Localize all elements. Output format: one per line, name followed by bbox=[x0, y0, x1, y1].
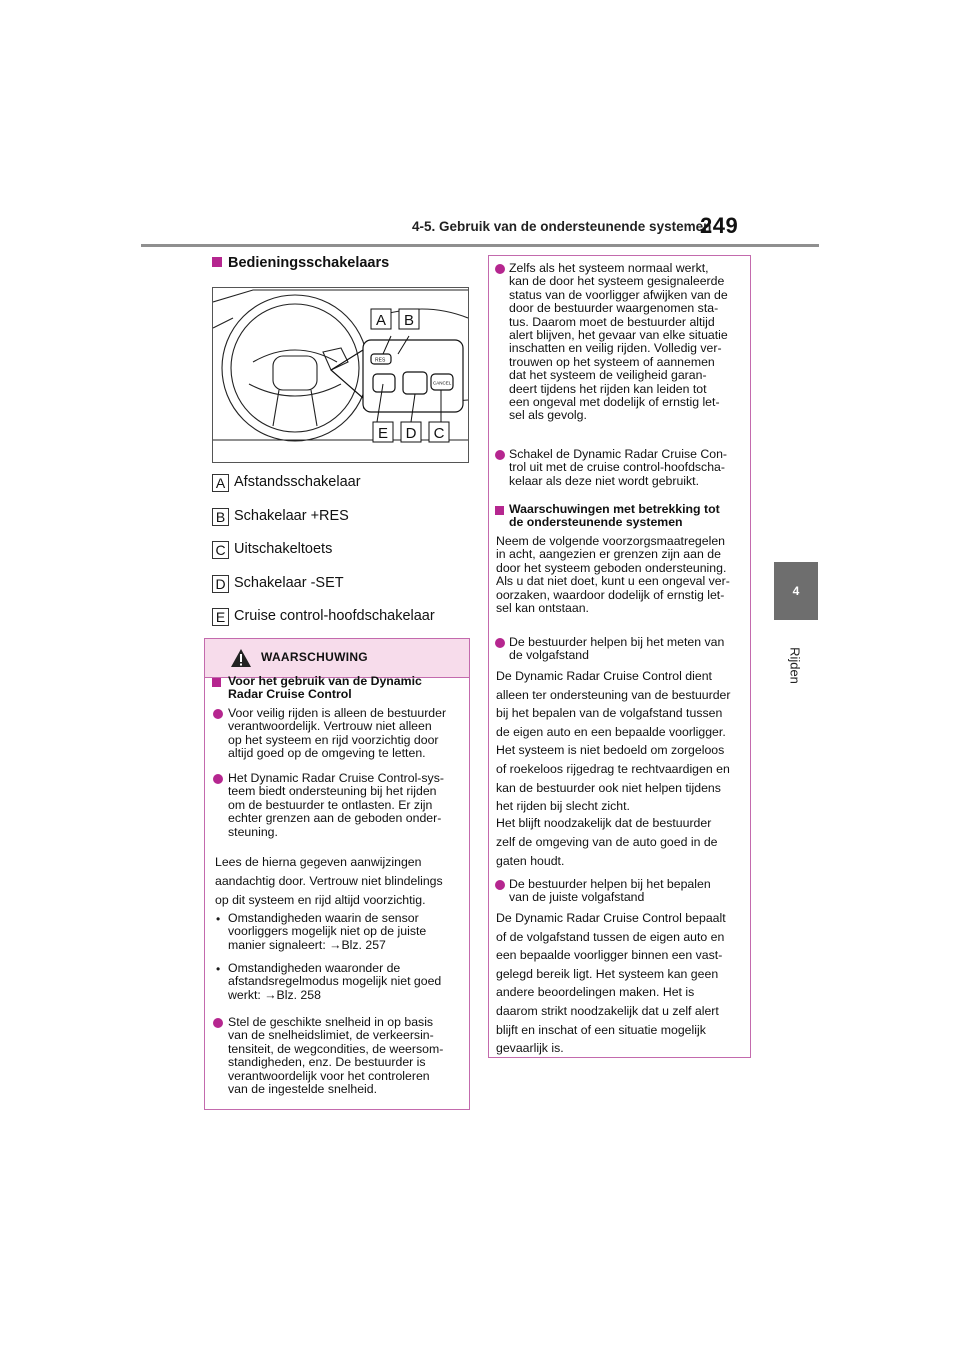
line: bij het bepalen van de volgafstand tussen bbox=[496, 706, 723, 721]
line: het rijden bij slecht zicht. bbox=[496, 799, 630, 814]
line: op dit systeem en rijd altijd voorzichtig. bbox=[215, 893, 426, 907]
legend-key: E bbox=[212, 608, 229, 626]
notes-bullet bbox=[509, 448, 727, 488]
notes-subheading bbox=[509, 503, 720, 530]
line: verantwoordelijk voor het controleren bbox=[228, 1068, 430, 1083]
switch-res-label: RES bbox=[375, 357, 386, 364]
line: gaten houdt. bbox=[496, 854, 565, 868]
bullet-icon bbox=[495, 638, 505, 648]
legend-text: Schakelaar -SET bbox=[234, 575, 344, 591]
notes-bullet bbox=[509, 262, 728, 423]
bullet-icon bbox=[495, 264, 505, 274]
legend-item bbox=[212, 474, 361, 492]
line: Waarschuwingen met betrekking tot bbox=[509, 502, 720, 516]
legend-text: Afstandsschakelaar bbox=[234, 474, 361, 490]
line: alleen ter ondersteuning van de bestuurder bbox=[496, 687, 731, 702]
legend-key: A bbox=[212, 474, 229, 492]
line: kan de bestuurder ook niet helpen tijdens bbox=[496, 780, 721, 795]
line: de ondersteunende systemen bbox=[509, 515, 683, 530]
section-heading-text: Bedieningsschakelaars bbox=[228, 255, 390, 271]
line: manier signaleert: →Blz. 257 bbox=[228, 937, 386, 952]
legend-text: Uitschakeltoets bbox=[234, 541, 333, 557]
line: kelaar als deze niet wordt gebruikt. bbox=[509, 473, 700, 488]
line: Als u dat niet doet, kunt u een ongeval ver- bbox=[496, 574, 730, 589]
warning-header bbox=[205, 639, 469, 678]
bullet-icon bbox=[213, 1018, 223, 1028]
line: tus. Daarom moet de bestuurder altijd bbox=[509, 314, 715, 329]
bullet-icon bbox=[213, 709, 223, 719]
legend-key: D bbox=[212, 575, 229, 593]
line: sel als gevolg. bbox=[509, 408, 587, 423]
line: de eigen auto en een bepaalde voorligger. bbox=[496, 724, 726, 739]
callout-d: D bbox=[405, 425, 417, 442]
line: De Dynamic Radar Cruise Control bepaalt bbox=[496, 911, 726, 925]
legend-text: Schakelaar +RES bbox=[234, 508, 349, 524]
line: dat het systeem de veiligheid garan- bbox=[509, 368, 707, 383]
callout-e: E bbox=[377, 425, 389, 442]
notes-paragraph bbox=[496, 535, 730, 615]
legend-key: B bbox=[212, 508, 229, 526]
line: De bestuurder helpen bij het bepalen bbox=[509, 877, 711, 891]
line: of de volgafstand tussen de eigen auto en bbox=[496, 929, 725, 944]
line: of roekeloos rijgedrag te rechtvaardigen en bbox=[496, 761, 730, 776]
line: gevaarlijk is. bbox=[496, 1041, 564, 1056]
notes-paragraph bbox=[496, 814, 718, 871]
bullet-icon bbox=[495, 880, 505, 890]
line: zelf de omgeving van de auto goed in de bbox=[496, 835, 718, 849]
line: echter grenzen aan de geboden onder- bbox=[228, 811, 442, 826]
square-bullet-icon bbox=[495, 506, 504, 515]
line: kan de door het systeem gesignaleerde bbox=[509, 274, 725, 289]
dash-bullet-icon: • bbox=[216, 912, 221, 926]
line: standigheden, enz. De bestuurder is bbox=[228, 1055, 426, 1070]
callout-c: C bbox=[433, 425, 445, 442]
bullet-icon bbox=[213, 774, 223, 784]
line: in acht, aangezien er grenzen zijn aan de bbox=[496, 547, 721, 562]
line: Omstandigheden waaronder de bbox=[228, 961, 401, 975]
legend-item bbox=[212, 508, 349, 526]
line: Neem de volgende voorzorgsmaatregelen bbox=[496, 534, 725, 548]
line: Schakel de Dynamic Radar Cruise Con- bbox=[509, 447, 728, 461]
square-bullet-icon bbox=[212, 257, 222, 267]
chapter-tab: 4 bbox=[774, 562, 818, 620]
callout-b: B bbox=[403, 312, 415, 329]
line: Het blijft noodzakelijk dat de bestuurder bbox=[496, 816, 712, 830]
line: Omstandigheden waarin de sensor bbox=[228, 911, 419, 925]
line: daarom strikt noodzakelijk dat u zelf alert bbox=[496, 1003, 719, 1018]
line: De bestuurder helpen bij het meten van bbox=[509, 635, 725, 649]
line: verantwoordelijk. Vertrouw niet alleen bbox=[228, 719, 432, 734]
legend-item bbox=[212, 608, 435, 626]
line: om de bestuurder te ontlasten. Er zijn bbox=[228, 797, 433, 812]
line: Stel de geschikte snelheid in op basis bbox=[228, 1015, 434, 1029]
line: de volgafstand bbox=[509, 648, 589, 663]
line: Radar Cruise Control bbox=[228, 687, 352, 702]
line: Zelfs als het systeem normaal werkt, bbox=[509, 261, 709, 275]
line: trouwen op het systeem of aannemen bbox=[509, 354, 715, 369]
warning-bullet bbox=[228, 707, 446, 761]
warning-subheading bbox=[228, 675, 422, 702]
line: altijd goed op de omgeving te letten. bbox=[228, 746, 426, 761]
warning-triangle-icon bbox=[230, 648, 252, 668]
warning-paragraph bbox=[215, 853, 443, 910]
line: steuning. bbox=[228, 824, 278, 839]
header-divider bbox=[141, 244, 819, 247]
section-heading bbox=[212, 255, 389, 271]
steering-wheel-illustration bbox=[213, 288, 468, 462]
line: aandachtig door. Vertrouw niet blindelings bbox=[215, 874, 443, 888]
notes-paragraph bbox=[496, 909, 726, 1058]
bullet-icon bbox=[495, 450, 505, 460]
line: een ongeval met dodelijk of ernstig let- bbox=[509, 395, 720, 410]
line: Lees de hierna gegeven aanwijzingen bbox=[215, 855, 422, 869]
line: sel kan ontstaan. bbox=[496, 601, 589, 616]
line: werkt: →Blz. 258 bbox=[228, 987, 321, 1002]
callout-a: A bbox=[375, 312, 387, 329]
legend-item bbox=[212, 575, 344, 593]
line: trol uit met de cruise control-hoofdscha- bbox=[509, 460, 725, 475]
line: Het Dynamic Radar Cruise Control-sys- bbox=[228, 771, 444, 785]
dash-bullet-icon: • bbox=[216, 962, 221, 976]
line: inschatten en veilig rijden. Volledig ver- bbox=[509, 341, 722, 356]
line: afstandsregelmodus mogelijk niet goed bbox=[228, 974, 442, 989]
warning-subitem bbox=[228, 962, 441, 1002]
legend-key: C bbox=[212, 541, 229, 559]
line: De Dynamic Radar Cruise Control dient bbox=[496, 669, 712, 683]
section-title: 4-5. Gebruik van de ondersteunende systemen bbox=[412, 219, 712, 234]
notes-bullet bbox=[509, 878, 711, 905]
line: van de snelheidslimiet, de verkeersin- bbox=[228, 1028, 434, 1043]
line: van de ingestelde snelheid. bbox=[228, 1082, 378, 1097]
switch-cancel-label: CANCEL bbox=[433, 380, 452, 386]
line: Voor veilig rijden is alleen de bestuurder bbox=[228, 706, 447, 720]
line: oorzaken, waardoor dodelijk of ernstig let- bbox=[496, 587, 725, 602]
line: andere beoordelingen maken. Het is bbox=[496, 985, 695, 1000]
line: door het systeem geboden ondersteuning. bbox=[496, 560, 727, 575]
line: deert tijdens het rijden kan leiden tot bbox=[509, 381, 707, 396]
chapter-label bbox=[780, 632, 810, 712]
line: gelegd bereik ligt. Het systeem kan geen bbox=[496, 966, 719, 981]
notes-paragraph bbox=[496, 667, 731, 816]
legend-item bbox=[212, 541, 332, 559]
notes-bullet bbox=[509, 636, 724, 663]
warning-subitem bbox=[228, 912, 426, 952]
chapter-label-text: Rijden bbox=[787, 647, 803, 684]
warning-bullet bbox=[228, 772, 444, 839]
line: op het systeem en rijd voorzichtig door bbox=[228, 732, 439, 747]
line: blijft en inschat of een situatie mogelijk bbox=[496, 1022, 706, 1037]
line: een bepaalde voorligger binnen een vast- bbox=[496, 948, 723, 963]
line: alert blijven, het gevaar van elke situatie bbox=[509, 328, 728, 343]
line: Voor het gebruik van de Dynamic bbox=[228, 674, 422, 688]
line: tensiteit, de wegcondities, de weersom- bbox=[228, 1041, 444, 1056]
line: status van de voorligger afwijken van de bbox=[509, 287, 728, 302]
warning-title: WAARSCHUWING bbox=[261, 650, 368, 664]
line: voorliggers mogelijk niet op de juiste bbox=[228, 924, 427, 939]
line: van de juiste volgafstand bbox=[509, 890, 645, 905]
line: door de bestuurder waargenomen sta- bbox=[509, 301, 719, 316]
legend-text: Cruise control-hoofdschakelaar bbox=[234, 608, 435, 624]
page-number: 249 bbox=[700, 213, 739, 238]
line: teem biedt ondersteuning bij het rijden bbox=[228, 784, 437, 799]
warning-bullet bbox=[228, 1016, 443, 1096]
line: Het systeem is niet bedoeld om zorgeloos bbox=[496, 743, 725, 758]
square-bullet-icon bbox=[212, 678, 221, 687]
steering-wheel-figure bbox=[212, 287, 469, 463]
